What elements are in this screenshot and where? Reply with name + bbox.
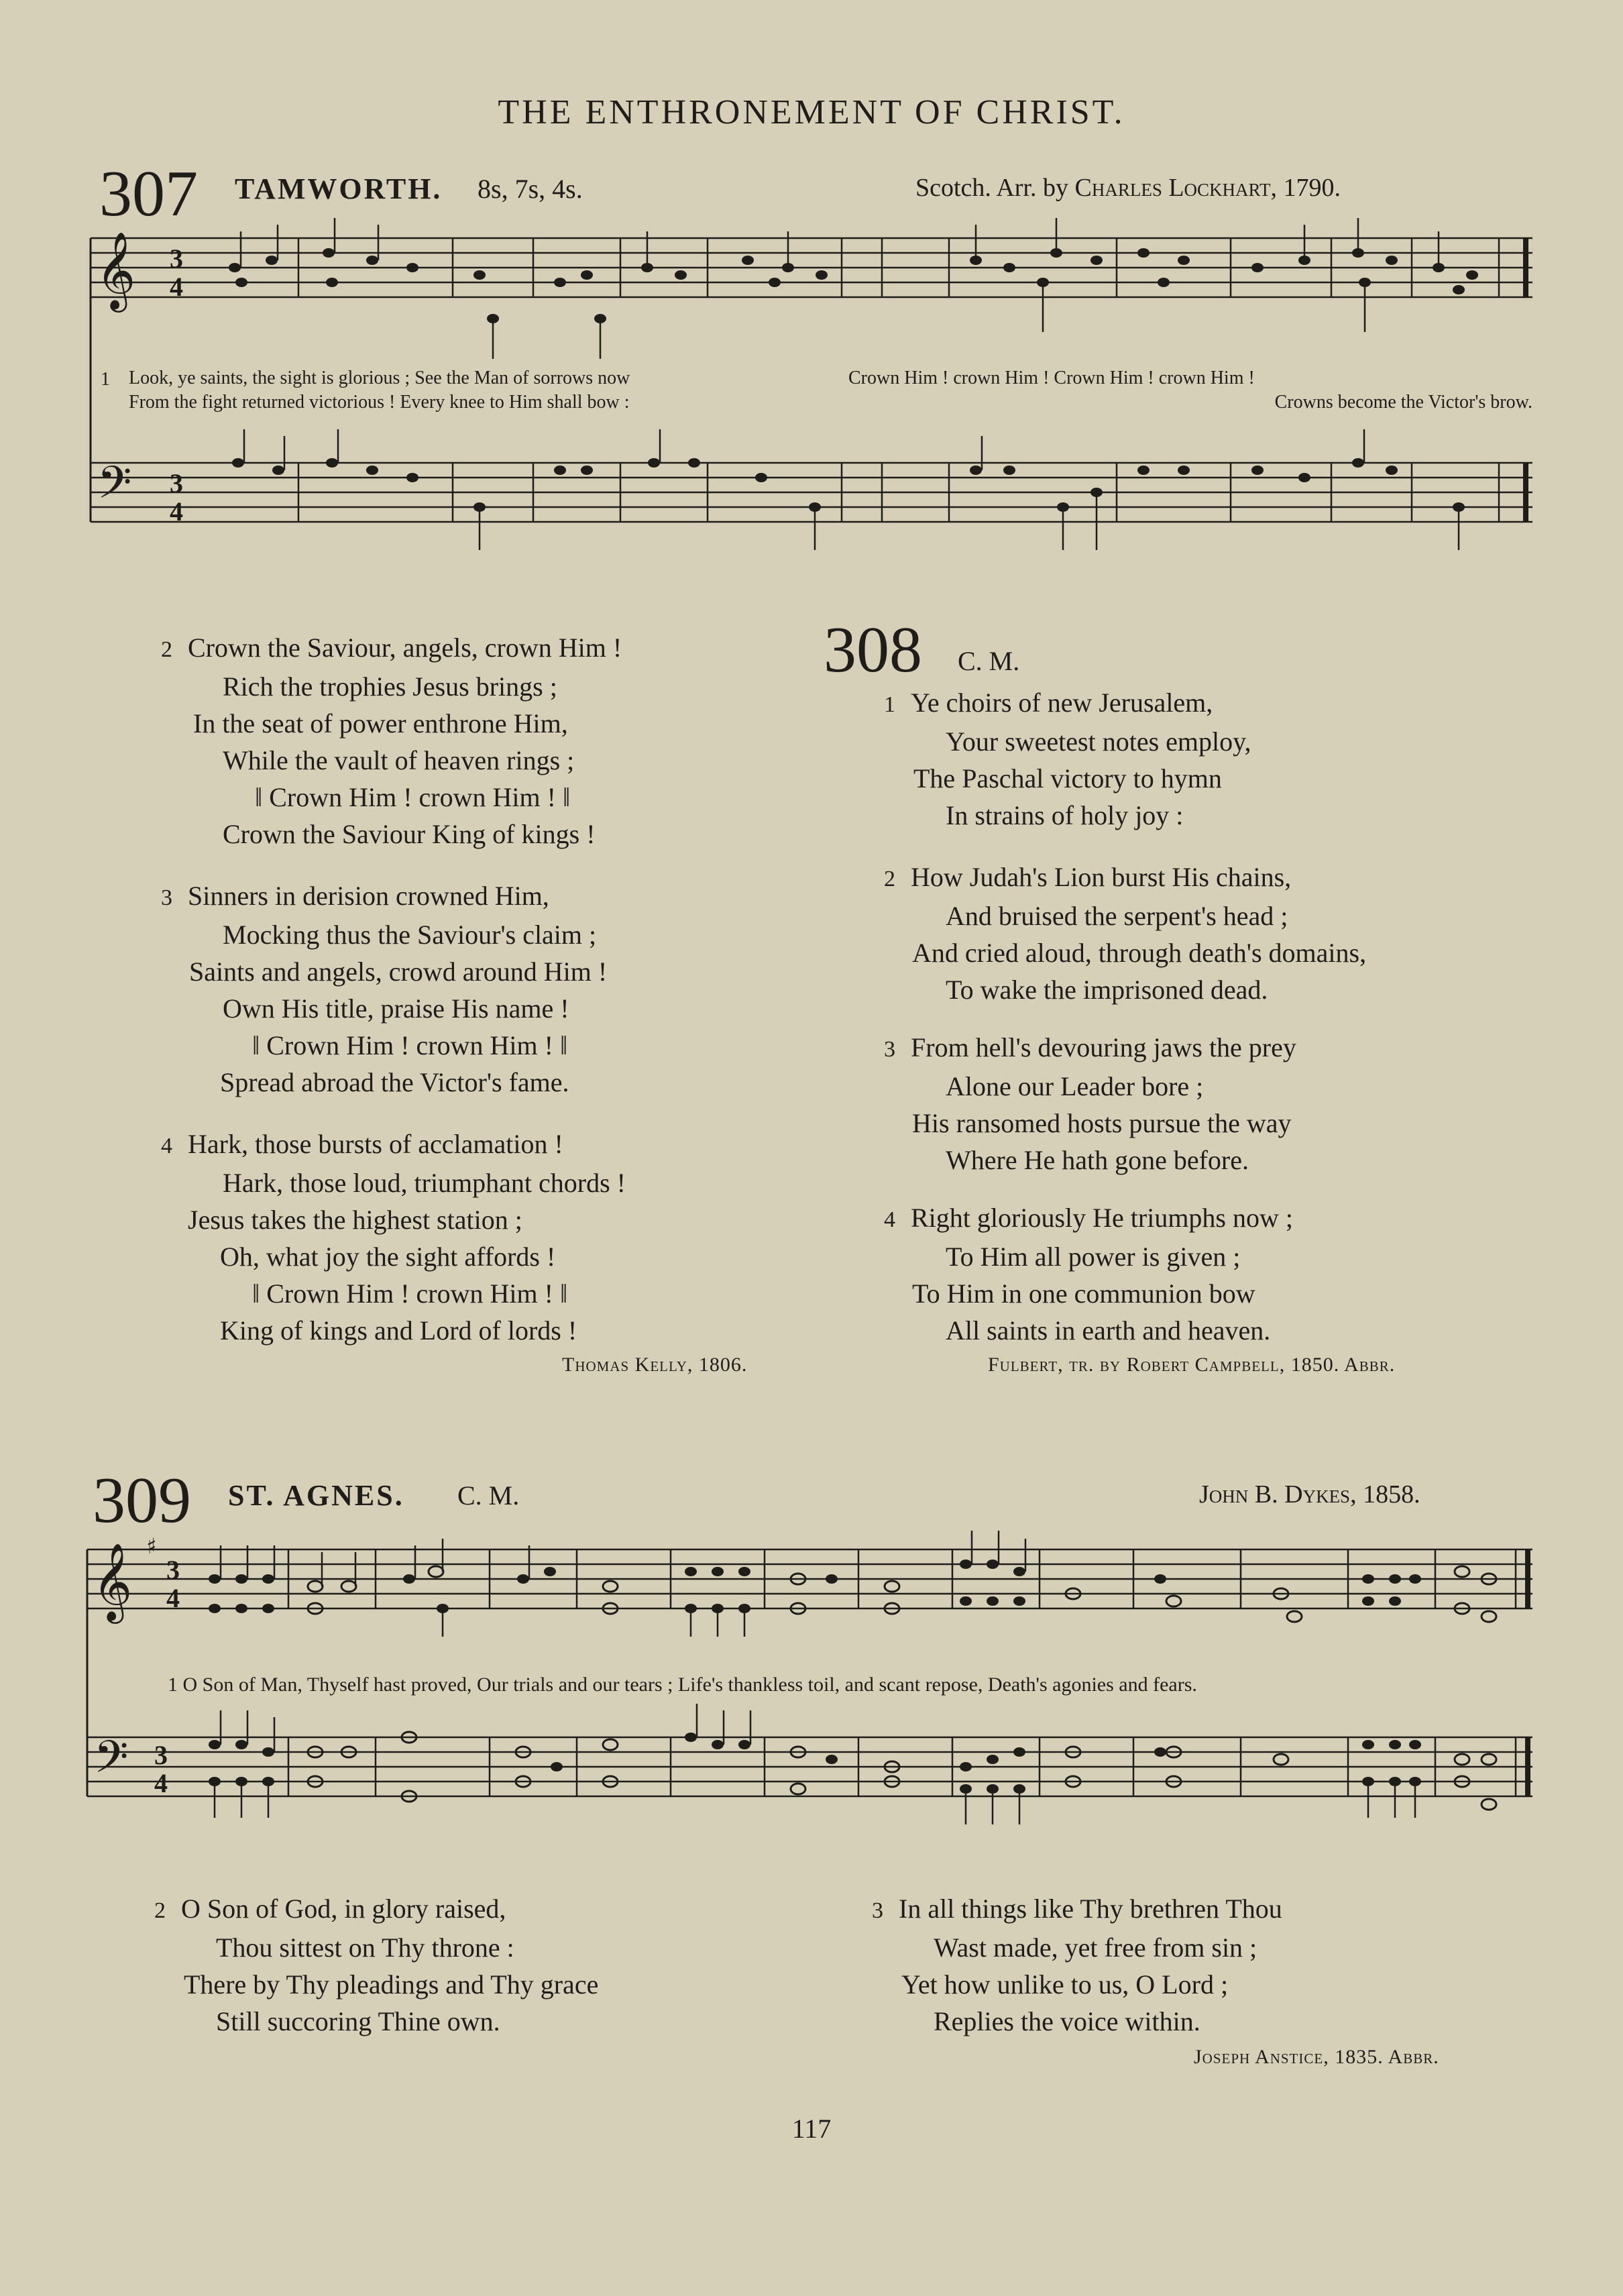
hymn-309-bass-staff (87, 1717, 1536, 1851)
hymn-309-number: 309 (93, 1464, 191, 1537)
stanza-line: Oh, what joy the sight affords ! (220, 1242, 556, 1272)
stanza-number: 4 (884, 1207, 895, 1232)
hymn-307-tune: TAMWORTH. (235, 172, 443, 205)
svg-text:3: 3 (166, 1555, 180, 1585)
stanza-line: To Him all power is given ; (946, 1242, 1241, 1272)
stanza-line: Thou sittest on Thy throne : (216, 1932, 514, 1963)
hymn-307-treble-staff (91, 231, 1536, 366)
stanza-line: Alone our Leader bore ; (946, 1071, 1204, 1101)
composer-name: Charles Lockhart (1074, 174, 1271, 202)
svg-text:𝄢: 𝄢 (97, 457, 132, 519)
stanza-line: Yet how unlike to us, O Lord ; (901, 1969, 1229, 2000)
stanza-line: 3 Sinners in derision crowned Him, (161, 877, 607, 916)
hymn-309-stanza-3 (872, 1890, 1282, 2040)
svg-text:4: 4 (166, 1583, 180, 1613)
hymn-307-verse-number: 1 (101, 369, 110, 390)
hymn-308-stanza-4 (884, 1199, 1293, 1349)
stanza-number: 2 (161, 637, 172, 662)
stanza-line: Wast made, yet free from sin ; (934, 1932, 1257, 1963)
stanza-number: 3 (884, 1037, 895, 1062)
hymn-307-number: 307 (99, 158, 198, 230)
stanza-number: 4 (161, 1134, 172, 1158)
hymn-309-stanza-2 (154, 1890, 598, 2040)
hymn-307-stanza-4 (161, 1126, 626, 1349)
composer-prefix: Scotch. Arr. by (915, 174, 1075, 202)
hymn-309-author: Joseph Anstice, 1835. Abbr. (1194, 2046, 1439, 2068)
stanza-line: Mocking thus the Saviour's claim ; (223, 920, 597, 950)
stanza-number: 2 (154, 1898, 166, 1923)
stanza-line: There by Thy pleadings and Thy grace (184, 1969, 599, 2000)
lyric-line: Crown Him ! crown Him ! Crown Him ! crown Him ! (848, 368, 1255, 388)
lyric-line: Look, ye saints, the sight is glorious ; See the Man of sorrows now (129, 368, 630, 388)
stanza-number: 3 (872, 1898, 883, 1923)
stanza-line: Where He hath gone before. (946, 1145, 1249, 1175)
stanza-line: Saints and angels, crowd around Him ! (189, 956, 608, 987)
hymn-307-stanza-3 (161, 877, 607, 1101)
hymn-308-stanza-2 (884, 859, 1366, 1008)
stanza-line: ‖ Crown Him ! crown Him ! ‖ (255, 782, 571, 812)
stanza-line: 3 In all things like Thy brethren Thou (872, 1890, 1282, 1929)
hymn-307-bass-staff (91, 416, 1536, 577)
hymn-309-treble-staff (87, 1533, 1536, 1657)
hymn-307-lyrics-right (848, 366, 1532, 415)
stanza-number: 2 (884, 867, 895, 891)
svg-text:3: 3 (170, 243, 183, 274)
hymn-307-lyrics-left (129, 366, 630, 415)
stanza-line: 4 Right gloriously He triumphs now ; (884, 1199, 1293, 1238)
hymn-309-composer: John B. Dykes, 1858. (1199, 1480, 1420, 1509)
stanza-line: Replies the voice within. (934, 2006, 1200, 2036)
stanza-line: The Paschal victory to hymn (913, 763, 1222, 794)
stanza-line: Crown the Saviour King of kings ! (223, 819, 596, 849)
stanza-line: And bruised the serpent's head ; (946, 901, 1288, 931)
stanza-line: To Him in one communion bow (912, 1278, 1255, 1309)
hymn-307-author: Thomas Kelly, 1806. (562, 1354, 748, 1376)
svg-text:𝄢: 𝄢 (94, 1731, 129, 1794)
stanza-number: 1 (884, 692, 895, 717)
hymn-309-meter: C. M. (457, 1480, 520, 1511)
lyric-line: From the fight returned victorious ! Every knee to Him shall bow : (129, 392, 630, 413)
page-header: THE ENTHRONEMENT OF CHRIST. (498, 93, 1125, 131)
stanza-line: King of kings and Lord of lords ! (220, 1315, 577, 1346)
hymn-309-tune: ST. AGNES. (228, 1479, 404, 1512)
lyric-line: Crowns become the Victor's brow. (1274, 392, 1532, 413)
stanza-line: Still succoring Thine own. (216, 2006, 500, 2036)
hymn-307-stanza-2 (161, 629, 622, 853)
stanza-line: All saints in earth and heaven. (946, 1315, 1271, 1346)
hymn-307-composer (915, 173, 1341, 203)
stanza-line: While the vault of heaven rings ; (223, 745, 575, 775)
svg-text:4: 4 (170, 272, 183, 302)
hymn-308-meter: C. M. (958, 646, 1020, 676)
stanza-number: 3 (161, 885, 172, 910)
page-number: 117 (791, 2114, 832, 2144)
stanza-line: 2 How Judah's Lion burst His chains, (884, 859, 1366, 897)
svg-text:3: 3 (154, 1740, 168, 1770)
stanza-line: His ransomed hosts pursue the way (912, 1108, 1292, 1138)
stanza-line: 2 Crown the Saviour, angels, crown Him ! (161, 629, 622, 668)
svg-text:𝄞: 𝄞 (93, 1542, 133, 1621)
stanza-line: Hark, those loud, triumphant chords ! (223, 1168, 626, 1198)
stanza-line: And cried aloud, through death's domains, (912, 938, 1367, 968)
stanza-line: ‖ Crown Him ! crown Him ! ‖ (252, 1278, 568, 1309)
hymn-307-meter: 8s, 7s, 4s. (478, 174, 583, 204)
stanza-line: 1 Ye choirs of new Jerusalem, (884, 684, 1251, 723)
svg-text:3: 3 (170, 468, 183, 498)
stanza-line: Own His title, praise His name ! (223, 993, 569, 1024)
hymn-309-lyrics: 1 O Son of Man, Thyself hast proved, Our trials and our tears ; Life's thankless toil, and scant repose, Death's agonies and fears. (168, 1674, 1197, 1696)
stanza-line: Spread abroad the Victor's fame. (220, 1067, 569, 1097)
stanza-line: 3 From hell's devouring jaws the prey (884, 1029, 1296, 1068)
stanza-line: 2 O Son of God, in glory raised, (154, 1890, 598, 1929)
composer-year: , 1790. (1270, 174, 1341, 202)
stanza-line: Your sweetest notes employ, (946, 726, 1251, 757)
stanza-line: To wake the imprisoned dead. (946, 975, 1268, 1005)
hymn-308-stanza-3 (884, 1029, 1296, 1179)
stanza-line: Jesus takes the highest station ; (188, 1205, 522, 1235)
stanza-line: ‖ Crown Him ! crown Him ! ‖ (252, 1030, 568, 1060)
svg-text:4: 4 (170, 496, 183, 527)
stanza-line: Rich the trophies Jesus brings ; (223, 671, 557, 702)
stanza-line: 4 Hark, those bursts of acclamation ! (161, 1126, 626, 1164)
svg-text:𝄞: 𝄞 (96, 231, 136, 309)
stanza-line: In the seat of power enthrone Him, (193, 708, 568, 739)
svg-text:♯: ♯ (146, 1533, 157, 1559)
hymn-308-number: 308 (824, 614, 922, 686)
svg-text:4: 4 (154, 1768, 168, 1798)
hymn-308-author: Fulbert, tr. by Robert Campbell, 1850. Abbr. (988, 1354, 1396, 1376)
stanza-line: In strains of holy joy : (946, 800, 1184, 830)
hymn-308-stanza-1 (884, 684, 1251, 834)
